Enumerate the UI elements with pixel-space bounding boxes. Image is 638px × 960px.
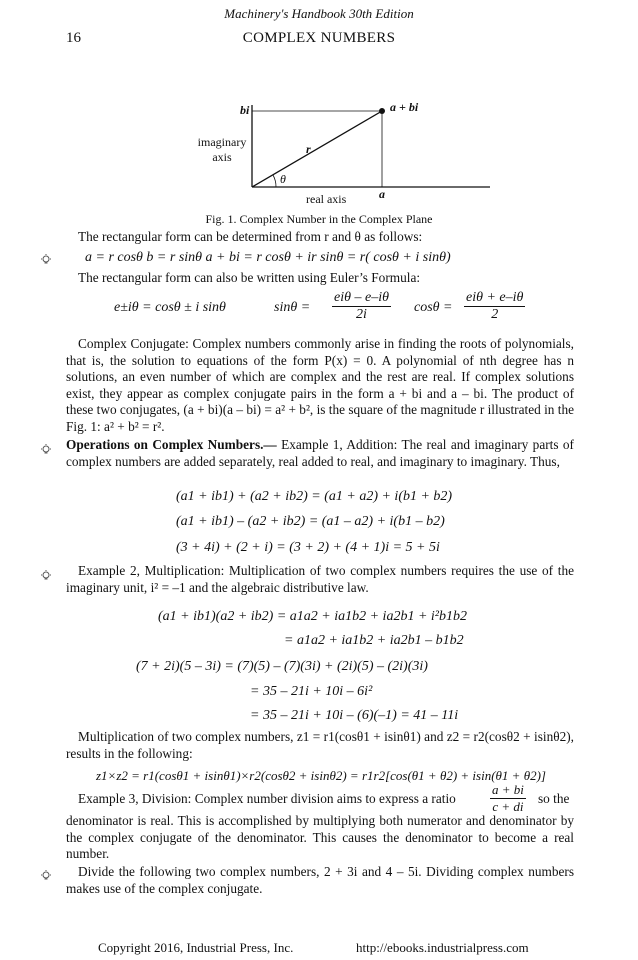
- equation-multiplication: (a1 + ib1)(a2 + ib2) = a1a2 + ia1b2 + ia2b1 + i²b1b2: [158, 609, 467, 624]
- chapter-title: COMPLEX NUMBERS: [242, 30, 396, 46]
- paragraph-rectangular-form: The rectangular form can be determined from r and θ as follows:: [78, 229, 423, 244]
- lightbulb-icon[interactable]: [40, 254, 52, 266]
- equation-addition: (a1 + ib1) + (a2 + ib2) = (a1 + a2) + i(b1 + b2): [176, 489, 453, 504]
- paragraph-euler: The rectangular form can also be written using Euler’s Formula:: [78, 270, 421, 285]
- paragraph-divide-example: Divide the following two complex numbers, 2 + 3i and 4 – 5i. Dividing complex numbers makes use of the complex conjugate.: [66, 864, 574, 896]
- radius-vector: [252, 111, 382, 187]
- footer-url[interactable]: http://ebooks.industrialpress.com: [356, 940, 529, 955]
- page-number: 16: [66, 30, 81, 46]
- paragraph-operations: Operations on Complex Numbers.— Example 1, Addition: The real and imaginary parts of complex numbers are added separately, real added to real, and imaginary to imaginary. Thus,: [66, 437, 574, 469]
- section-heading: Operations on Complex Numbers.—: [66, 437, 277, 452]
- label-theta: θ: [280, 172, 286, 186]
- equation-sin-lhs: sinθ =: [274, 300, 311, 315]
- complex-point: [379, 108, 385, 114]
- label-imaginary-axis: imaginary axis: [197, 135, 247, 164]
- paragraph-complex-conjugate: Complex Conjugate: Complex numbers commonly arise in finding the roots of polynomials, that is, the solution to equations of the form P(x) = 0. A polynomial of nth degree has n solutions, an even number of which are complex and the rest are real. If complex solutions exist, they appear as complex conjugate pairs in the form a + bi and a – bi. The product of these two conjugates, (a + bi)(a – bi) = a² + b², is the square of the magnitude r illustrated in the Fig. 1: a² + b² = r².: [66, 336, 574, 434]
- label-real-axis: real axis: [306, 192, 347, 206]
- lightbulb-icon[interactable]: [40, 870, 52, 882]
- lightbulb-icon[interactable]: [40, 570, 52, 582]
- lightbulb-icon[interactable]: [40, 444, 52, 456]
- equation-euler: e±iθ = cosθ ± i sinθ: [114, 300, 226, 315]
- label-bi: bi: [240, 103, 250, 117]
- equation-multiplication-result: = 35 – 21i + 10i – (6)(–1) = 41 – 11i: [250, 708, 459, 723]
- figure-caption: Fig. 1. Complex Number in the Complex Plane: [205, 212, 433, 226]
- equation-multiplication-example: (7 + 2i)(5 – 3i) = (7)(5) – (7)(3i) + (2i)(5) – (2i)(3i): [136, 659, 428, 674]
- equation-polar-product: z1×z2 = r1(cosθ1 + isinθ1)×r2(cosθ2 + isinθ2) = r1r2[cos(θ1 + θ2) + isin(θ1 + θ2)]: [96, 768, 546, 783]
- equation-multiplication-step: = 35 – 21i + 10i – 6i²: [250, 684, 373, 699]
- footer-copyright: Copyright 2016, Industrial Press, Inc.: [98, 940, 294, 955]
- paragraph-multiplication: Example 2, Multiplication: Multiplication of two complex numbers requires the use of the imaginary unit, i² = –1 and the algebraic distributive law.: [66, 563, 574, 595]
- equation-cos-fraction: eiθ + e–iθ 2: [466, 290, 524, 322]
- theta-arc: [273, 175, 276, 187]
- equation-multiplication-simplified: = a1a2 + ia1b2 + ia2b1 – b1b2: [284, 633, 464, 648]
- equation-cos-lhs: cosθ =: [414, 300, 453, 315]
- equation-addition-example: (3 + 4i) + (2 + i) = (3 + 2) + (4 + 1)i = 5 + 5i: [176, 540, 440, 555]
- equation-sin-fraction: eiθ – e–iθ 2i: [334, 290, 389, 322]
- label-a-plus-bi: a + bi: [390, 100, 419, 114]
- equation-polar-to-rect: a = r cosθ b = r sinθ a + bi = r cosθ + ir sinθ = r( cosθ + i sinθ): [85, 250, 451, 265]
- paragraph-division: denominator is real. This is accomplished by multiplying both numerator and denominator by the complex conjugate of the denominator. This causes the denominator to become a real number.: [66, 813, 574, 861]
- label-r: r: [306, 142, 311, 156]
- paragraph-division-lead: Example 3, Division: Complex number division aims to express a ratio: [78, 791, 456, 806]
- paragraph-division-tail: so the: [538, 791, 570, 806]
- paragraph-polar-multiplication: Multiplication of two complex numbers, z1 = r1(cosθ1 + isinθ1) and z2 = r2(cosθ2 + isinθ2), results in the following:: [66, 729, 574, 761]
- equation-division-ratio: $\frac{a + bi}{c + di}$: [492, 782, 524, 814]
- equation-subtraction: (a1 + ib1) – (a2 + ib2) = (a1 – a2) + i(b1 – b2): [176, 514, 445, 529]
- label-a: a: [379, 187, 385, 201]
- running-title: Machinery's Handbook 30th Edition: [224, 6, 414, 21]
